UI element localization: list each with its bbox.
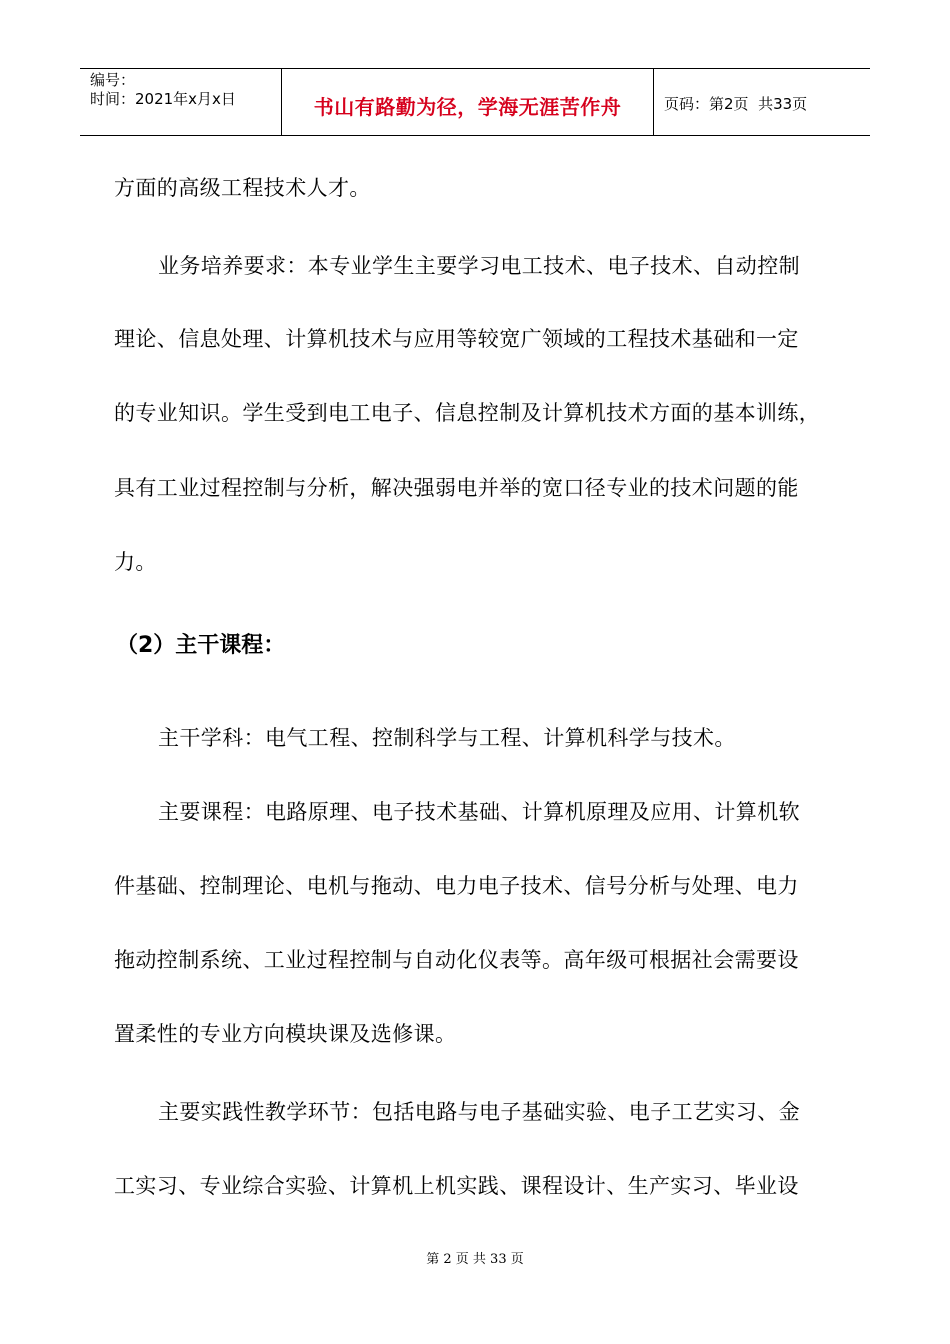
body-line-10: 拖动控制系统、工业过程控制与自动化仪表等。高年级可根据社会需要设 (114, 948, 799, 972)
body-line-8: 主要课程：电路原理、电子技术基础、计算机原理及应用、计算机软 (158, 800, 800, 824)
header-motto: 书山有路勤为径，学海无涯苦作舟 (282, 69, 654, 135)
document-time-label: 时间：2021年x月x日 (90, 90, 236, 108)
body-line-6: 力。 (114, 550, 157, 574)
page-footer: 第 2 页 共 33 页 (426, 1252, 524, 1267)
section-heading: （2）主干课程： (116, 633, 286, 658)
body-line-3: 理论、信息处理、计算机技术与应用等较宽广领域的工程技术基础和一定 (114, 327, 799, 351)
body-line-13: 工实习、专业综合实验、计算机上机实践、课程设计、生产实习、毕业设 (114, 1174, 799, 1198)
header-page-info-text: 页码：第2页 共33页 (664, 94, 808, 113)
body-line-1: 方面的高级工程技术人才。 (114, 176, 371, 200)
body-line-2: 业务培养要求：本专业学生主要学习电工技术、电子技术、自动控制 (158, 254, 800, 278)
body-line-12: 主要实践性教学环节：包括电路与电子基础实验、电子工艺实习、金 (158, 1100, 800, 1124)
page-header (80, 68, 870, 136)
body-line-4: 的专业知识。学生受到电工电子、信息控制及计算机技术方面的基本训练， (114, 401, 821, 425)
body-line-5: 具有工业过程控制与分析，解决强弱电并举的宽口径专业的技术问题的能 (114, 476, 799, 500)
body-line-11: 置柔性的专业方向模块课及选修课。 (114, 1022, 457, 1046)
body-line-7: 主干学科：电气工程、控制科学与工程、计算机科学与技术。 (158, 726, 736, 750)
body-line-9: 件基础、控制理论、电机与拖动、电力电子技术、信号分析与处理、电力 (114, 874, 799, 898)
header-page-info (654, 69, 870, 135)
document-number-label: 编号： (90, 71, 136, 89)
header-meta (80, 69, 282, 135)
